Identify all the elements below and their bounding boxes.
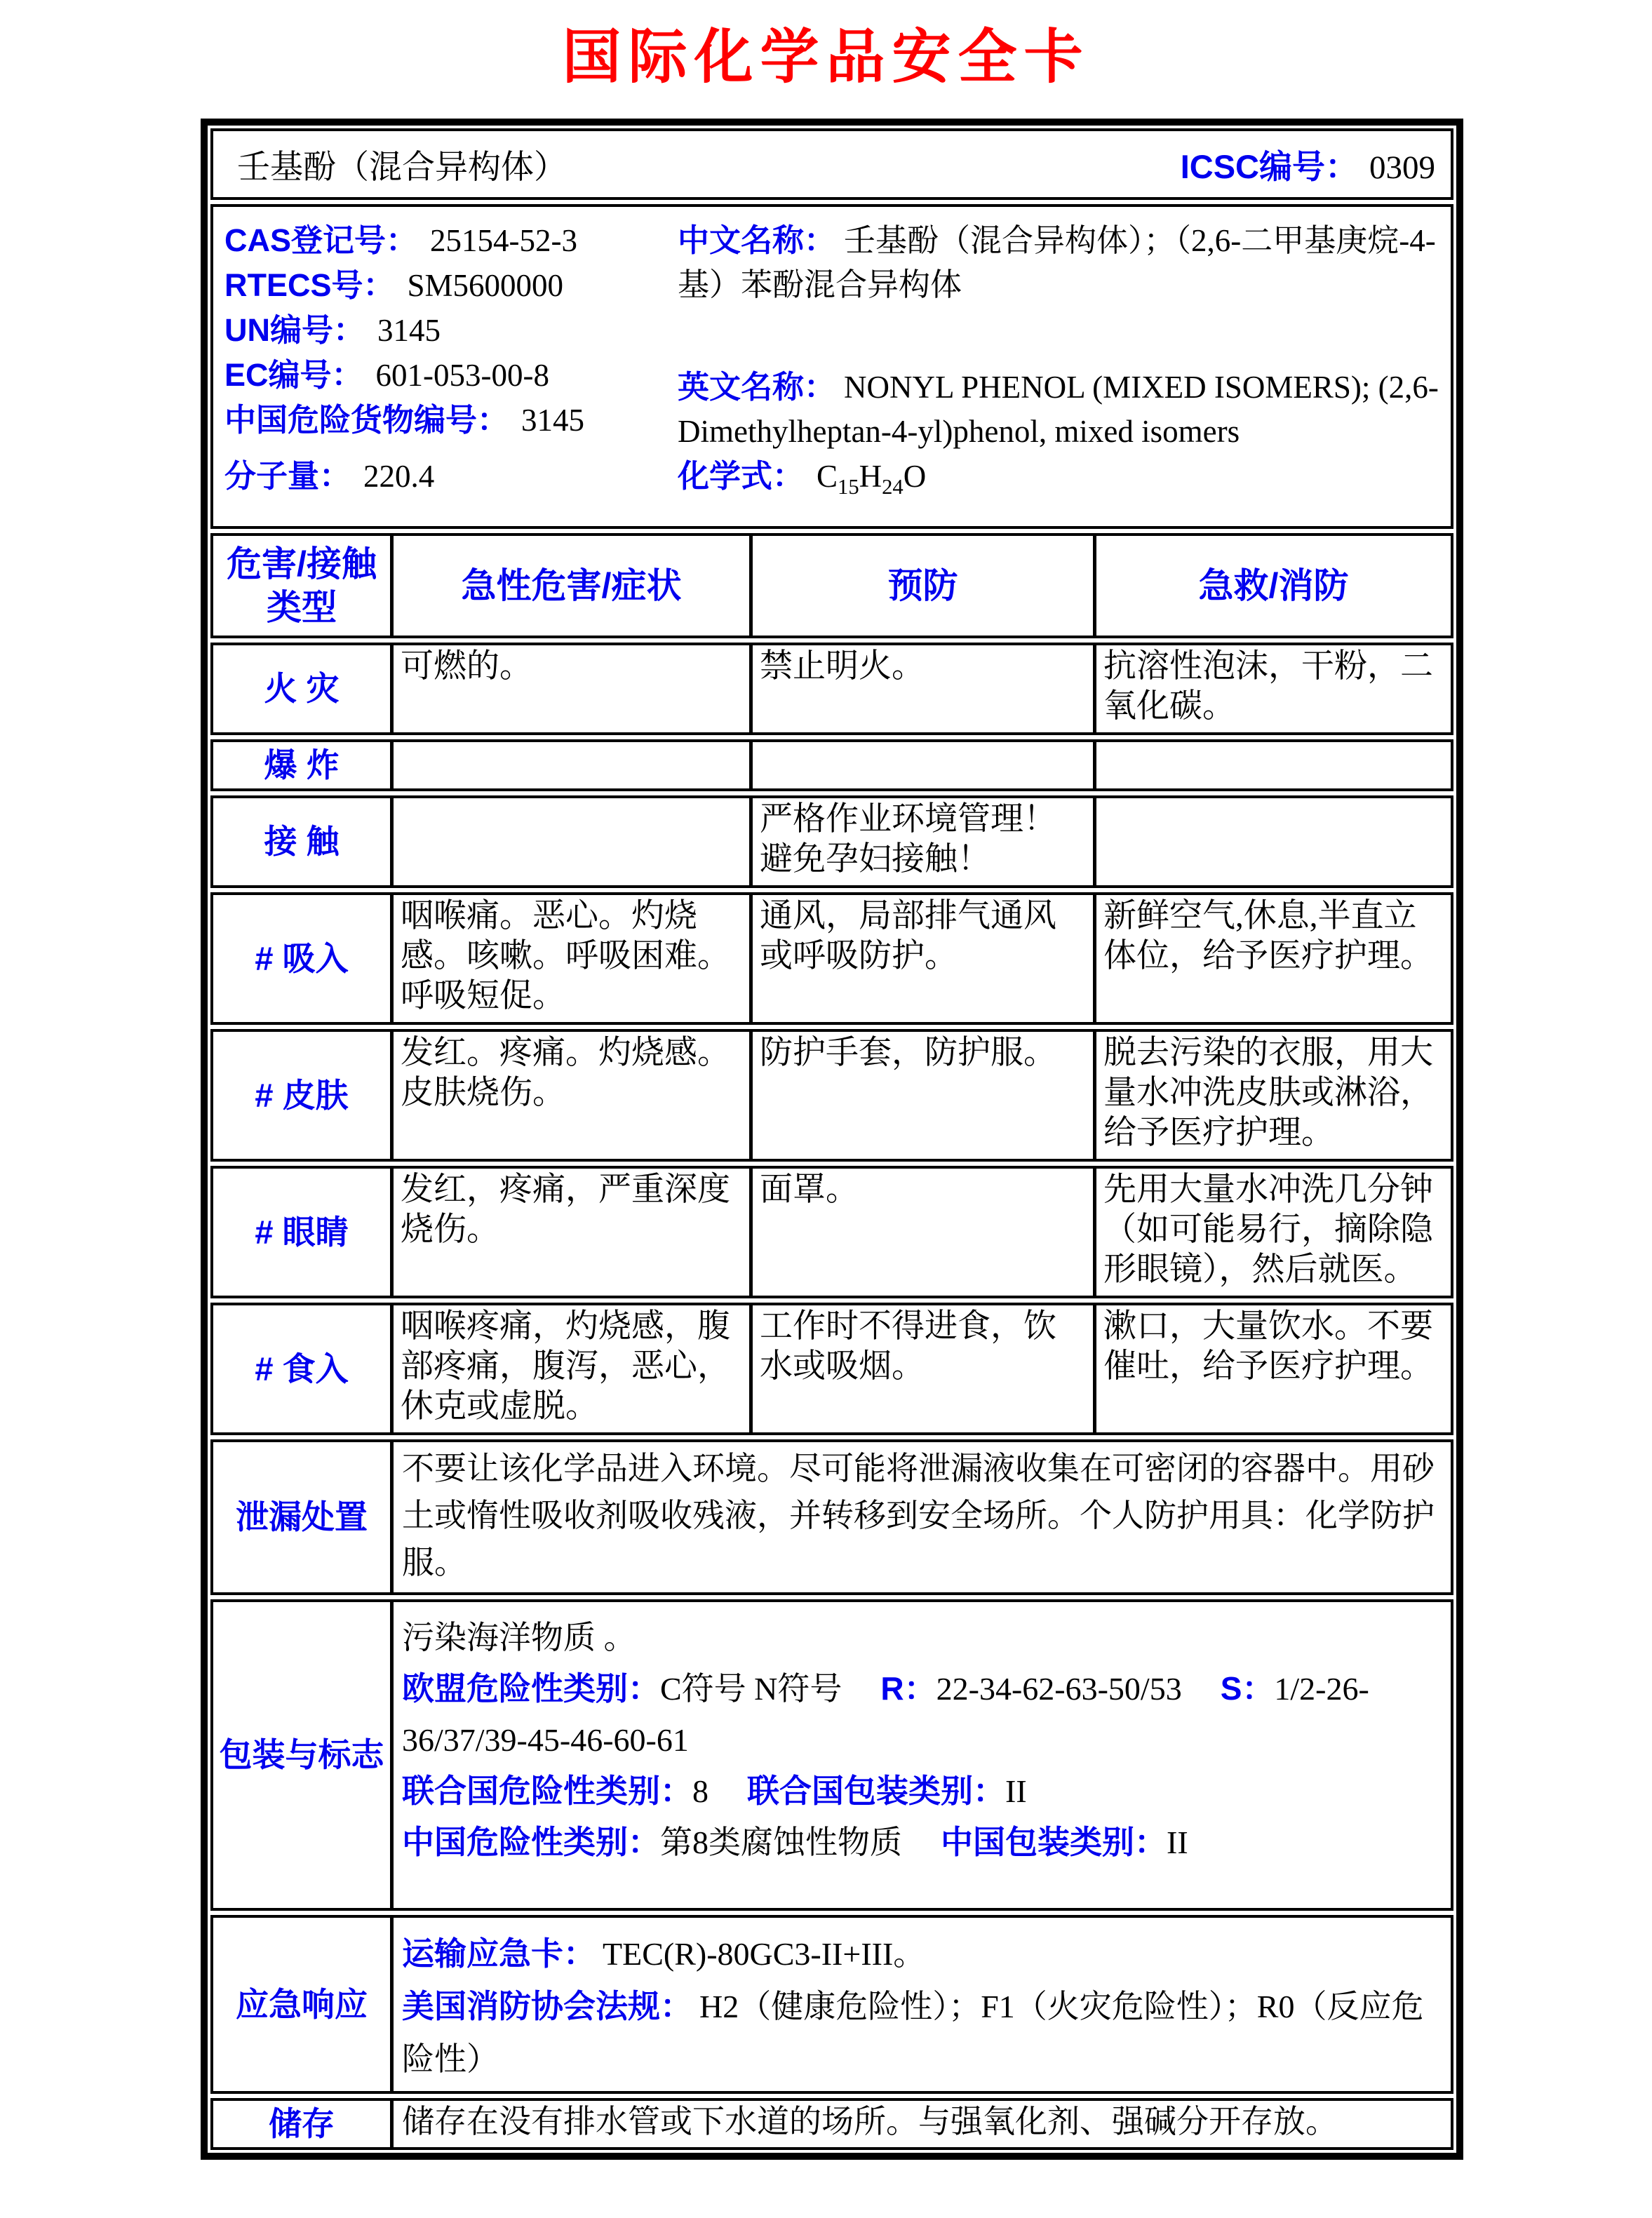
substance-header-row (210, 128, 1453, 200)
china-pack-label: 中国包装类别： (941, 1824, 1167, 1860)
hazard-row-ingestion (210, 1303, 1453, 1435)
ec-value: 601-053-00-8 (375, 358, 549, 393)
inhalation-prevention: 通风，局部排气通风或呼吸防护。 (749, 895, 1093, 1022)
storage-text: 储存在没有排水管或下水道的场所。与强氧化剂、强碱分开存放。 (390, 2101, 1451, 2147)
china-pack-value: II (1167, 1824, 1188, 1860)
fire-prevention: 禁止明火。 (749, 645, 1093, 732)
un-value: 3145 (377, 313, 441, 348)
un-number-line (224, 308, 673, 353)
china-class-value: 第8类腐蚀性物质 (660, 1824, 902, 1860)
row-label-fire: 火 灾 (264, 670, 340, 707)
substance-name: 壬基酚（混合异构体） (237, 149, 567, 186)
eu-classification-line (402, 1663, 1441, 1766)
header-first-aid: 急救/消防 (1093, 536, 1451, 636)
tec-value: TEC(R)-80GC3-II+III。 (603, 1936, 926, 1972)
formula-h: H (859, 459, 882, 494)
english-name-label: 英文名称： (678, 369, 836, 405)
formula-c-subscript: 15 (838, 475, 859, 499)
page (0, 10, 1652, 2218)
ingestion-response: 漱口，大量饮水。不要催吐，给予医疗护理。 (1093, 1305, 1451, 1432)
identifiers-bottom (224, 454, 1441, 509)
identifiers-cell (213, 207, 1451, 526)
molecular-weight-value: 220.4 (363, 459, 435, 494)
exposure-symptoms (390, 798, 749, 885)
spillage-text: 不要让该化学品进入环境。尽可能将泄漏液收集在可密闭的容器中。用砂土或惰性吸收剂吸收残液，并转移到安全场所。个人防护用具：化学防护服。 (390, 1442, 1451, 1592)
emergency-response-row (210, 1915, 1453, 2094)
chemical-formula-line (678, 454, 1441, 509)
chinese-name-value: 壬基酚（混合异构体）；（2,6-二甲基庚烷-4-基）苯酚混合异构体 (678, 223, 1436, 302)
formula-c: C (817, 459, 838, 494)
exposure-response (1093, 798, 1451, 885)
inhalation-response: 新鲜空气,休息,半直立体位，给予医疗护理。 (1093, 895, 1451, 1022)
un-pack-label: 联合国包装类别： (747, 1773, 1005, 1809)
row-label-skin: # 皮肤 (255, 1076, 349, 1114)
r-phrases-value: 22-34-62-63-50/53 (936, 1671, 1182, 1707)
ingestion-symptoms: 咽喉疼痛，灼烧感，腹部疼痛，腹泻，恶心，休克或虚脱。 (390, 1305, 749, 1432)
nfpa-value: H2（健康危险性）；F1（火灾危险性）；R0（反应危险性） (402, 1989, 1424, 2077)
un-pack-value: II (1005, 1773, 1027, 1809)
icsc-card (201, 119, 1463, 2160)
icsc-number-group (1181, 141, 1435, 188)
identifiers-row (210, 204, 1453, 529)
english-name-line (678, 365, 1441, 454)
rtecs-value: SM5600000 (407, 268, 564, 303)
cas-label: CAS登记号： (224, 222, 418, 258)
icsc-value: 0309 (1369, 149, 1435, 186)
spillage-disposal-row (210, 1439, 1453, 1595)
row-label-exposure: 接 触 (264, 823, 340, 860)
inhalation-symptoms: 咽喉痛。恶心。灼烧感。咳嗽。呼吸困难。呼吸短促。 (390, 895, 749, 1022)
row-label-packaging: 包装与标志 (219, 1736, 384, 1773)
fire-symptoms: 可燃的。 (390, 645, 749, 732)
storage-row (210, 2098, 1453, 2150)
r-phrases-label: R： (880, 1670, 936, 1707)
un-classification-line (402, 1766, 1441, 1817)
hazard-row-eyes (210, 1166, 1453, 1298)
eu-class-value: C符号 N符号 (660, 1671, 842, 1707)
ec-number-line (224, 353, 673, 398)
china-dg-label: 中国危险货物编号： (224, 402, 509, 438)
chinese-name-label: 中文名称： (678, 222, 836, 258)
china-dg-value: 3145 (521, 403, 585, 438)
identifiers-top (224, 218, 1441, 454)
row-label-ingestion: # 食入 (255, 1350, 349, 1387)
cas-number-line (224, 218, 673, 263)
hazard-row-explosion (210, 739, 1453, 791)
marine-pollutant-text: 污染海洋物质 。 (402, 1620, 636, 1655)
icsc-label: ICSC编号： (1180, 147, 1358, 185)
row-label-eyes: # 眼睛 (255, 1213, 349, 1251)
ec-label: EC编号： (224, 357, 363, 393)
fire-response: 抗溶性泡沫，干粉，二氧化碳。 (1093, 645, 1451, 732)
row-label-storage: 储存 (269, 2105, 335, 2142)
molecular-weight-line (224, 454, 673, 509)
un-class-label: 联合国危险性类别： (402, 1773, 692, 1809)
header-hazard-type: 危害/接触类型 (227, 544, 377, 627)
transport-emergency-card-line (402, 1928, 1441, 1980)
marine-pollutant-line (402, 1612, 1441, 1663)
explosion-response (1093, 742, 1451, 788)
chinese-name-line (678, 218, 1441, 307)
emergency-content (390, 1918, 1451, 2091)
hazard-row-fire (210, 643, 1453, 735)
skin-symptoms: 发红。疼痛。灼烧感。皮肤烧伤。 (390, 1032, 749, 1159)
rtecs-number-line (224, 263, 673, 308)
hazard-row-skin (210, 1029, 1453, 1162)
substance-names (678, 218, 1441, 454)
nfpa-label: 美国消防协会法规： (402, 1988, 692, 2024)
cas-value: 25154-52-3 (430, 223, 577, 258)
hazard-row-exposure (210, 795, 1453, 888)
s-phrases-label: S： (1220, 1670, 1275, 1707)
un-label: UN编号： (224, 312, 365, 348)
nfpa-code-line (402, 1980, 1441, 2085)
hazard-row-inhalation (210, 892, 1453, 1025)
header-prevention: 预防 (749, 536, 1093, 636)
china-dg-number-line (224, 398, 673, 443)
eu-class-label: 欧盟危险性类别： (402, 1670, 660, 1707)
eyes-prevention: 面罩。 (749, 1169, 1093, 1296)
packaging-labelling-row (210, 1599, 1453, 1911)
packaging-content (390, 1602, 1451, 1908)
registry-numbers (224, 218, 673, 454)
row-label-inhalation: # 吸入 (255, 939, 349, 977)
tec-label: 运输应急卡： (402, 1935, 596, 1972)
formula-h-subscript: 24 (882, 475, 904, 499)
hazard-table-header-row (210, 533, 1453, 638)
row-label-emergency: 应急响应 (236, 1985, 368, 2023)
china-classification-line (402, 1817, 1441, 1868)
s-phrases-value: 1/2-26-36/37/39-45-46-60-61 (402, 1671, 1369, 1758)
row-label-explosion: 爆 炸 (264, 746, 340, 784)
header-acute-symptoms: 急性危害/症状 (390, 536, 749, 636)
china-class-label: 中国危险性类别： (402, 1824, 660, 1860)
chemical-formula-value (817, 459, 927, 499)
chemical-formula-label: 化学式： (678, 458, 805, 494)
rtecs-label: RTECS号： (224, 267, 395, 303)
ingestion-prevention: 工作时不得进食，饮水或吸烟。 (749, 1305, 1093, 1432)
english-name-value: NONYL PHENOL (MIXED ISOMERS); (2,6-Dimethylheptan-4-yl)phenol, mixed isomers (678, 370, 1439, 449)
explosion-symptoms (390, 742, 749, 788)
page-title: 国际化学品安全卡 (562, 24, 1090, 90)
explosion-prevention (749, 742, 1093, 788)
molecular-weight-label: 分子量： (224, 458, 351, 494)
substance-name-cell (213, 131, 1451, 197)
skin-prevention: 防护手套，防护服。 (749, 1032, 1093, 1159)
formula-o: O (903, 459, 927, 494)
un-class-value: 8 (692, 1773, 709, 1809)
row-label-spillage: 泄漏处置 (236, 1498, 368, 1535)
exposure-prevention: 严格作业环境管理！避免孕妇接触！ (749, 798, 1093, 885)
eyes-symptoms: 发红，疼痛，严重深度烧伤。 (390, 1169, 749, 1296)
skin-response: 脱去污染的衣服，用大量水冲洗皮肤或淋浴，给予医疗护理。 (1093, 1032, 1451, 1159)
eyes-response: 先用大量水冲洗几分钟（如可能易行，摘除隐形眼镜），然后就医。 (1093, 1169, 1451, 1296)
